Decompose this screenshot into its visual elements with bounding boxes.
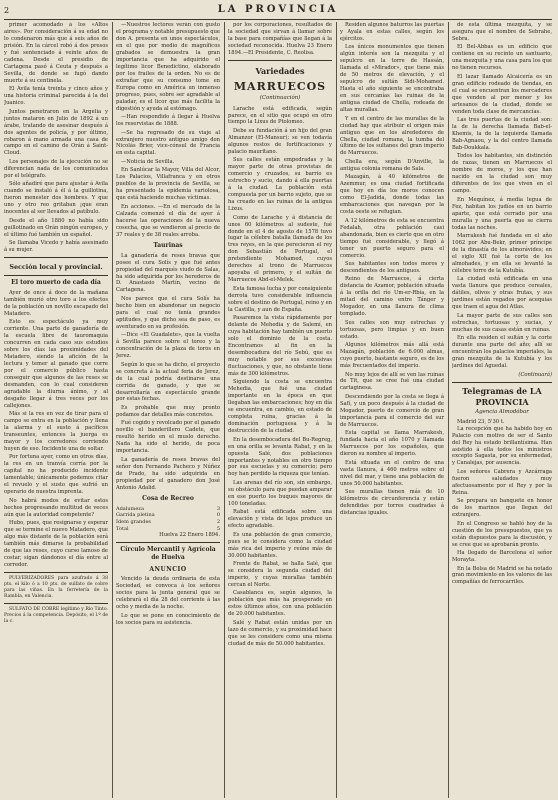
telegram-title: Telegramas de LA PROVINCIA <box>462 385 542 407</box>
paragraph: En la Bolsa de Madrid se ha notado gran movimiento en los valores de las compañías de ferrocarriles. <box>452 565 552 586</box>
paragraph: Lo que se pone en conocimiento de los socios para su asistencia. <box>116 612 220 626</box>
paragraph: La ciudad está edificada en una vasta llanura que produce cereales, dátiles, olivos y otras frutas, y sus jardines están regados por acequias que traen el agua del Atlas. <box>452 276 552 311</box>
paragraph: primer acomodado á los «Altos aires». Por consideración á su edad no lo condenaron más que á seis años de prisión. En la cárcel robó á dos presos y fué sentenciado á veinte años de cadena. Desde el presidio de Cartagena pasó á Ceuta y después a Sevilla, de donde se fugó dando muerte á su centinela. <box>4 22 108 84</box>
paragraph: Siguiendo la costa se encuentra Mehedia, que fué una ciudad importante en la época en que llegaban las embarcaciones; hoy en día se encuentra, en cambio, en estado de completa ruina, gracias á la dominación portuguesa y á la destrucción de la ciudad. <box>228 379 332 435</box>
column-divider <box>448 22 449 798</box>
masthead <box>4 4 552 18</box>
paragraph: La mayor parte de sus calles son estrechas, tortuosas y sucias, y muchas de sus casas están en ruinas. <box>452 312 552 333</box>
paragraph: El Ávila tenía treinta y cinco años y una historia criminal parecida á la del Juanico. <box>4 86 108 107</box>
ad-divider <box>4 572 108 573</box>
paragraph: Hubo, pues, que resignarse y esperar que se termine el nuevo Matadero, que algo más distante de la población será también más dimarse la probabilidad de que las reses, cuyo curso lamoso de costar, sigan dándonos el día entre al corredor. <box>4 520 108 568</box>
table-row: Ídem grandes 2 <box>116 518 220 525</box>
paragraph: Juntos penetraron en la Argelia y juntos mataron en Julio de 1892 á un árabe, tratando de asesinar después á dos agentes de policía, y por último, robaron á mano armada una casa de campo en el camino de Orán á Saint-Cloud. <box>4 108 108 157</box>
paragraph: —Nuestros lectores verán con gusto el programa y notable presupuesto que don A. presenta en unos espectáculos, en el que por medio de magníficos grabados se demuestra la gran importancia que ha adquirido el legítimo licor Benedictino, elaborado por los frailes de la orden. No es de extrañar que su consumo tome en Europa como en América un inmenso progreso, pues, sobre ser agradable al paladar, es el licor que más facilita la digestión y ayuda al estómago. <box>116 22 220 112</box>
paragraph: Según lo que se ha dicho, el proyecto se concreta á la actual feria de Jerez, de la cual podría destinarse una corrida de ganado, y que se desarrollaría en espectáculo grande por estas fechas. <box>116 361 220 403</box>
paragraph: No habrá modos de evitar estos hechos progresando multitud de veces aún que la autoridad competente? <box>4 497 108 518</box>
paragraph: Casablanca es, según algunos, la población que más ha prosperado en estos últimos años, con una población de 20.000 habitantes. <box>228 590 332 618</box>
paragraph: Rabat está edificada sobre una elevación y vista de lejos produce un efecto agradable. <box>228 509 332 530</box>
section-divider <box>4 257 108 258</box>
paragraph: Se prepara un banquete en honor de los marinos que llegan del extranjero. <box>452 498 552 519</box>
ad-divider <box>4 603 108 604</box>
agency-name: Agencia Almodóbar <box>475 409 529 416</box>
paragraph: Mazagán, á 40 kilómetros de Azemmur, es una ciudad fortificada que hoy en día los moros conocen como El-Jadida, donde todas las embarcaciones que navegan por la costa oeste se refugian. <box>340 174 444 216</box>
subsection-title: Taurinas <box>153 241 183 249</box>
continue-label: (Continuará) <box>518 372 552 378</box>
notice-title: ANUNCIO <box>149 566 187 574</box>
article-title: El toro muerto de cada día <box>11 278 101 286</box>
paragraph: Algunos kilómetros más allá está Mazagán, población de 6.000 almas, cuyo puerto, bastante seguro, es de los más frecuentados del imperio. <box>340 342 444 370</box>
page-number: 2 <box>4 6 12 15</box>
paragraph: Pasaremos la vista rápidamente por delante de Mehedia y de Salemí, en cuya habitación hay también un puerto solo el dominio de la costa. Encontramos al fin en la desembocadura del río Sebú, que es muy notable por sus excesivas fluctuaciones, y que, no obstante tiene más de 300 kilómetros. <box>228 315 332 377</box>
newspaper-page <box>4 0 552 800</box>
paragraph: El Bel-Abbas es un edificio que contiene en su recinto un santuario, una mezquita y una casa para los que no tienen recursos. <box>452 44 552 72</box>
paragraph: La ganadería de reses bravas del señor don Fernando Pacheco y Núñez de Prado, ha sido adquirida en propiedad por el ganadero don José Antonio Adalid. <box>116 456 220 491</box>
market-date: Huelva 22 Enero 1894. <box>159 532 220 539</box>
paragraph: Frente de Rabat, se halla Salé, que se considera la segunda ciudad del imperio, y cuyas murallas también cercan el Norte. <box>228 561 332 588</box>
club-title: Círculo Mercantil y Agrícola de Huelva <box>120 546 216 562</box>
column-5 <box>452 22 552 796</box>
table-row: Adalumeza 3 <box>116 505 220 512</box>
paragraph: Sus habitantes son todos moros y descendientes de los antiguos. <box>340 260 444 274</box>
paragraph: —Dice «El Guadalete», que la vuelta á Sevilla parece sobre el toreo y la concentración de la plaza de toros en Jerez. <box>116 332 220 360</box>
paragraph: Como de Larache y á distancia de unos 60 kilómetros al sudeste, fué donde en el 4 de agosto de 1578 tuvo lugar la célebre batalla llamada de los tres reyes, en la que perecieron el rey don Sebastián de Portugal, el pretendiente Mohamed, cuyos derechos al trono de Marruecos apoyaba el primero, y el sultán de Marruecos Abd-el-Melek. <box>228 214 332 284</box>
paragraph: Fué cogido y revolcado por el ganado novillo el banderillero Cadete, que resultó herido en el muslo derecho. Nada ha sido el herido, de poca importancia. <box>116 420 220 455</box>
column-divider <box>224 22 225 798</box>
telegram-date: Madrid 23, 5'30 t. <box>457 418 505 425</box>
section-title: Variedades <box>255 65 305 76</box>
paragraph: Marrakesh fué fundada en el año 1062 por Abu-Bekr, primer príncipe de la dinastía de los almorávides; en el siglo XII fué la corte de los almohades, y en ella se levantó la célebre torre de la Kutubía. <box>452 233 552 274</box>
paragraph: Las arenas del río son, sin embargo, su obstáculo para que puedan amparar en ese puerto los buques mayores de 100 toneladas. <box>228 479 332 507</box>
paragraph: Nos parece que el cura Solís ha hecho bien en abandonar un negocio para el cual no tenía grandes aptitudes, y que dicho sea de paso, es aventurado en su profesión. <box>116 295 220 330</box>
paragraph: Es una población de gran comercio, pues se le considera como la ciudad más rica del imperio y reúne más de 30.000 habitantes. <box>228 531 332 559</box>
paragraph: por los corporaciones, resultados de la sociedad que sirvan á llamar sobre la base para compañías que llegan á la sociedad reconocida. Huelva 23 Enero 1894.—El Presidente, C. Reolisa. <box>228 22 332 56</box>
paragraph: —Han respondido á llegar á Huelva los reservistas de 1888. <box>116 114 220 128</box>
paragraph: Larache está edificada, según parece, en el sitio que ocupó en otro tiempo la Lixus de Ptolomeo. <box>228 105 332 126</box>
paragraph: Salé y Rabat están unidas por un lazo de comercio, y su proximidad hace que se les considere como una misma ciudad de más de 50.000 habitantes. <box>228 619 332 647</box>
paragraph: La recepción que ha habido hoy en Palacio con motivo de ser el Santo del Rey ha estado brillantísima. Han asistido á ella todos los ministros excepto Sagasta, por su enfermedad, y Canalejas, por ausencia. <box>452 425 552 467</box>
paragraph: Los señores Cabrera y Azcárraga fueron saludados muy afectuosamente por el Rey y por la Reina. <box>452 468 552 496</box>
paragraph: —Se ha regresado de su viaje al extranjero nuestro antiguo amigo don Nicolás Brier, vice-cónsul de Francia en esta capital. <box>116 129 220 157</box>
paragraph: de esta última mezquita, y se asegura que el nombre de Sebrahe, Sebra. <box>452 22 552 42</box>
article-subtitle: (Continuación) <box>259 95 301 102</box>
table-row: Garrida pletina 0 <box>116 512 220 519</box>
paragraph: Esto es espectáculo ya muy corriente. Una parte de ganadería de la escuela libre de tauromaquia concurren en cada caso sus estudios sobre los días las proximidades del Matadero, siendo la afición de la lectura y temer al ganado que corre por el comercio público hasta conseguir que algunos de las reses se desmanden, con lo cual consideren agradable la diurna ánimo, y al desgaño llegar á tres veces por los callejones. <box>4 318 108 409</box>
column-4 <box>340 22 444 796</box>
column-divider <box>112 22 113 798</box>
paragraph: Desde el año 1880 no había sido guillotinado en Orán ningún europeo, y el último fué también un español. <box>4 217 108 238</box>
section-title: Sección local y provincial. <box>9 263 103 271</box>
paragraph: Está situada en el centro de una vasta llanura, á 460 metros sobre el nivel del mar, y tiene una población de unos 50.000 habitantes. <box>340 459 444 487</box>
paragraph: Descendiendo por la costa se llega á Safí, y un poco después á la ciudad de Mogador, puerto de comercio de gran importancia para el comercio del sur de Marruecos. <box>340 393 444 428</box>
paragraph: Todos los habitantes, sin distinción de razas, tienen en Marruecos el nombre de moros, y los que han nacido en la ciudad son muy diferentes de los que viven en el campo. <box>452 153 552 195</box>
advertisement: SULFATO DE COBRE legítimo y Río Tinto. Precios á la competencia. Depósito, el l.º de la c. <box>4 606 108 624</box>
paragraph: Vencido la deuda ordinaria de esta Sociedad, se convoca á los señores socios para la junta general que se celebrará el día 28 del corriente á las ocho y media de la noche. <box>116 576 220 611</box>
paragraph: Reino de Marruecos, á cierta distancia de Azamor, población situada á la orilla del río Um-er-Rbia, en la mitad del camino entre Tánger y Mogador, en una llanura de clima templado. <box>340 276 444 318</box>
paragraph: Chella era, según D'Anville, la antigua colonia romana de Sala. <box>340 158 444 172</box>
section-divider <box>452 382 552 383</box>
paragraph: Sus calles están empedradas y la mayor parte de otras provistas de comercio y cruzados, su barrio es estrecho y sucio, dando á ella puertas á la ciudad. La población está compuesta por un barrio sujeto, que se ha creado en las ruinas de la antigua Lixus. <box>228 157 332 213</box>
market-table <box>116 506 220 533</box>
paragraph: Sus murallas tienen más de 10 kilómetros de circunferencia y están defendidas por torres cuadradas á distancias iguales. <box>340 489 444 516</box>
paragraph: El lazar llamado Alcaicería es un gran edificio rodeado de tiendas, en el cual se encuentran los mercaderes que venden al por menor y los artesanos de la ciudad, donde se venden toda clase de mercancías. <box>452 73 552 115</box>
article-title: MARRUECOS <box>233 79 327 93</box>
newspaper-title: LA PROVINCIA <box>217 4 339 15</box>
paragraph: Y en el centro de las murallas de la ciudad hay que atribuir el origen más antiguo que en los alrededores de Chella, ciudad romana, la tumba del último de los sultanes del gran imperio de Marruecos. <box>340 115 444 157</box>
paragraph: Más si la res en vez de tirar para el campo se entra en la población y llena la alarma y el susto á pacíficos transeuntes, entonces la juerga es mayor y los corredores corriendo huyen de eso. Incidente una de soltar. <box>4 411 108 452</box>
paragraph: Ayer de once á doce de la mañana también murió otro toro a los efectos de la población un novillo escapado del Matadero. <box>4 289 108 317</box>
paragraph: En Sanlúcar la Mayor, Villa del Alcor, Los Palacios, Villafranca y en otros pueblos de la provincia de Sevilla, se ha presentado la epidemia variolosa, que está haciendo muchas víctimas. <box>116 167 220 202</box>
section-divider <box>116 542 220 543</box>
paragraph: Debe su fundación á un hijo del gran Almanzor (El-Mansur); se ven todavía algunos restos de fortificaciones y palacio mauritano. <box>228 127 332 155</box>
table-row: Total 5 <box>116 525 220 532</box>
paragraph: A 12 kilómetros de esta se encuentra Fedalah, otra población casi abandonada, bien es cierto que en otro tiempo fué considerable, y llegó á tener un puerto seguro para el comercio. <box>340 217 444 259</box>
paragraph: Las tres puertas de la ciudad son: la de la derecha llamada Bab-el-Khemis, la de la izquierda llamada Bab-Agnaou, y la del centro llamada Bab-Doukkala. <box>452 117 552 151</box>
column-1 <box>4 22 108 796</box>
column-2 <box>116 22 220 796</box>
paragraph: En Mequínez, á media legua de Fez, habitan los judíos en un barrio aparte, que está cerrado por una muralla y una puerta que se cierra todas las noches. <box>452 196 552 231</box>
paragraph: Es probable que muy pronto podamos dar detalles más concretos. <box>116 404 220 418</box>
paragraph: Los únicos monumentos que tienen algún interés son la mezquita y el sepulcro en la torre de Hassán, llamada el «Mirador», que tiene más de 50 metros de elevación, y el sepulcro de sultán Sidi-Mohamed. Hasta el año siguiente se encontraba en sus cercanías las ruinas de la antigua ciudad de Chella, rodeada de altas murallas. <box>340 44 444 114</box>
paragraph: Sus calles son muy estrechas y tortuosas, pero limpias y en buen estado. <box>340 319 444 340</box>
paragraph: No muy lejos de allí se ven las ruinas de Tit, que se cree fué una ciudad cartaginesa. <box>340 371 444 392</box>
paragraph: La ganadería de reses bravas que posee el cura Solís y que fué antes propiedad del marqués viudo de Salas, ha sido adquirida por los herederos de D. Anastasio Martín, vecino de Cartagena. <box>116 252 220 294</box>
paragraph: En la desembocadura del Bu-Regreg, en una orilla se levanta Rabat, y en la opuesta Salé, dos poblaciones importantes y notables en otro tiempo por sus escuelas y su comercio; pero hoy han perdido la riqueza que tenían. <box>228 436 332 478</box>
paragraph: Esta capital se llama Marrakesh, fundada hacia el año 1070 y llamada Marruecos por los españoles, que dieron su nombre al imperio. <box>340 430 444 458</box>
paragraph: Residen algunos baturros las puertas y Ayala en estas calles, según los ejércitos. <box>340 22 444 42</box>
column-divider <box>336 22 337 798</box>
paragraph: En acciones. —En el mercado de la Calzada comenzó el día de ayer á hacerse las operaciones de la nueva cosecha, que se vendieron al precio de 37 reales y de 38 reales arroba. <box>116 203 220 238</box>
paragraph: Esta famosa lucha y por consiguiente derrota tuvo considerable influencia sobre el destino de Portugal, reino y en la Castilla, y aun de España. <box>228 285 332 313</box>
market-title: Cosa de Recreo <box>142 494 194 502</box>
paragraph: En ella residen el sultán y la corte durante una parte del año; allí se encuentran los palacios imperiales, la gran mezquita de la Kutubía y los jardines del Aguedal. <box>452 335 552 370</box>
paragraph: Los personajes de la ejecución no se diferencian nada de los comunicados por el telégrafo. <box>4 158 108 179</box>
paragraph: —Noticia de Sevilla. <box>121 158 175 165</box>
header-rule <box>4 19 552 20</box>
paragraph: Se llamaba Vicedo y había asesinado á su mujer. <box>4 240 108 254</box>
paragraph: Por fortuna ayer, como en otros días, la res en un tranvía corría por la capital no ha producido incidente lamentable; únicamente podemos citar el revuelo y el susto que sufrió un operario de nuestra imprenta. <box>4 454 108 496</box>
paragraph: En el Congreso se habló hoy de la cuestión de los presupuestos, que ya están dispuestos para la discusión, y se cree que se aprobarán pronto. <box>452 520 552 548</box>
section-divider <box>228 60 332 61</box>
paragraph: Ha llegado de Barcelona el señor Morayta. <box>452 550 552 564</box>
advertisement: PULVERIZADORES para azufrado á 38 pts. el kilo ó a 10 pts. de sulfato de cobre para las viñas. En la ferretería de la Rambla, en Valencia. <box>4 575 108 599</box>
column-3 <box>228 22 332 796</box>
paragraph: Sólo añadiré que para ajustar á Avila cuando se instaló á él á la guillotina, fueron menester dos hombres. Y que uno y otro reo gritaban ¡que eran inocentes al ser llevados al patíbulo. <box>4 181 108 216</box>
section-divider <box>4 275 108 276</box>
